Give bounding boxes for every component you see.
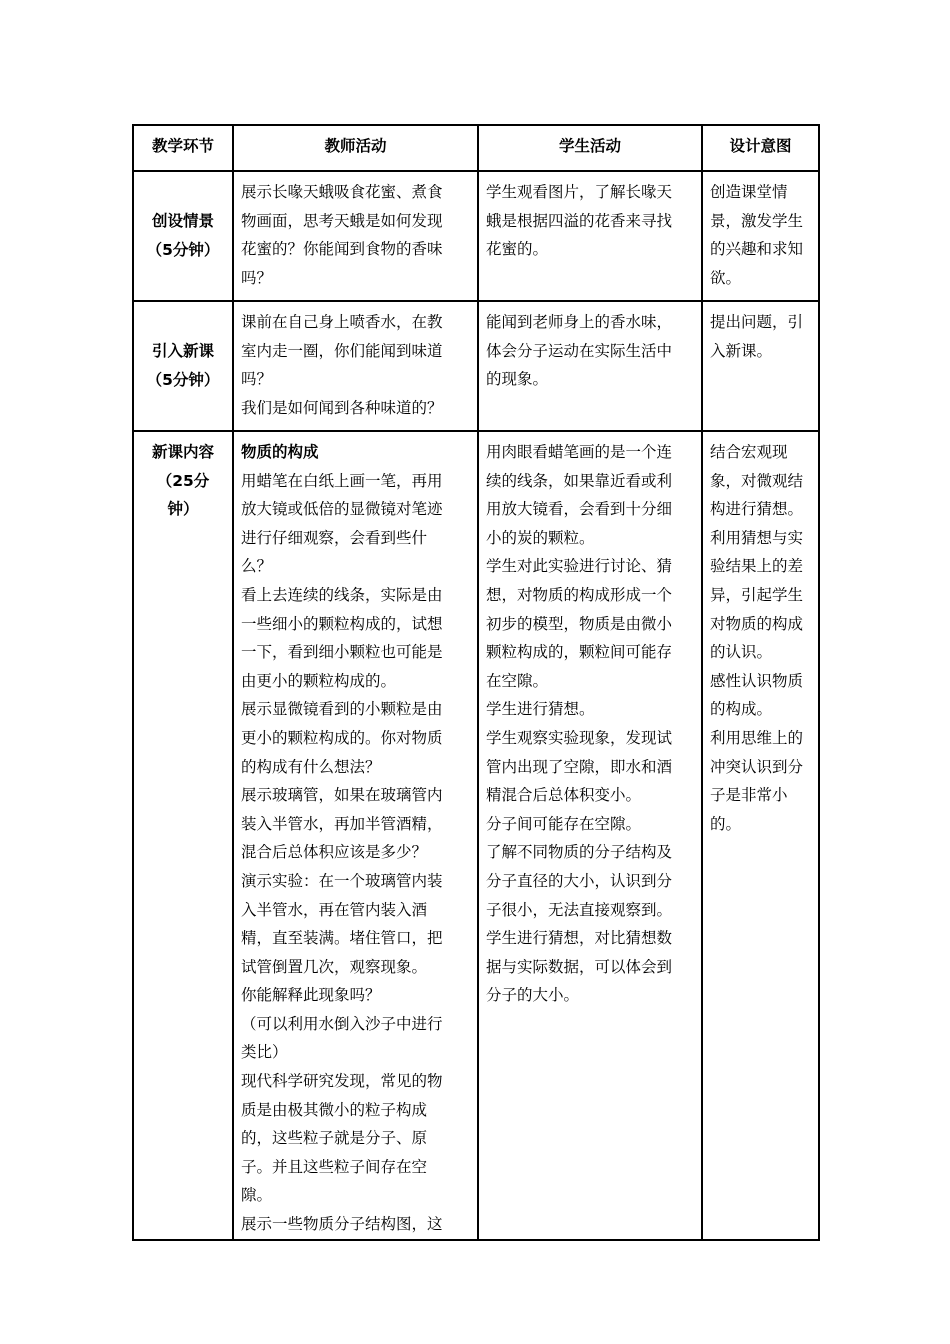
text-line: 的认识。	[710, 643, 773, 662]
text-line: 试管倒置几次，观察现象。	[241, 957, 428, 976]
text-line: 体会分子运动在实际生活中	[486, 341, 673, 360]
text-line: 分子的大小。	[486, 986, 580, 1005]
text-line: 么？	[241, 557, 273, 576]
text-line: 学生对此实验进行讨论、猜	[486, 557, 673, 576]
intent-cell	[702, 431, 819, 1240]
text-line: 学生进行猜想，对比猜想数	[486, 929, 673, 948]
stage-cell	[133, 301, 233, 431]
text-line: 室内走一圈，你们能闻到味道	[241, 341, 443, 360]
text-line: 由更小的颗粒构成的。	[241, 671, 397, 690]
text-line: 展示长喙天蛾吸食花蜜、煮食	[241, 183, 443, 201]
text-line: 展示一些物质分子结构图，这	[241, 1215, 443, 1234]
text-line: 质是由极其微小的粒子构成	[241, 1100, 428, 1119]
stage-cell	[133, 431, 233, 1240]
text-line: 管内出现了空隙，即水和酒	[486, 757, 673, 776]
table-row	[133, 171, 819, 301]
text-line: 象，对微观结	[710, 471, 804, 490]
text-line: 利用猜想与实	[710, 528, 804, 547]
text-line: 吗？	[241, 370, 273, 389]
text-line: 分子直径的大小，认识到分	[486, 871, 673, 890]
text-line: 能闻到老师身上的香水味，	[486, 313, 673, 331]
text-line: 的。	[710, 814, 742, 833]
text-line: 引入新课	[151, 342, 214, 361]
teacher-cell	[233, 171, 478, 301]
text-line: 结合宏观现	[710, 443, 788, 461]
student-cell	[478, 171, 702, 301]
text-line: 构进行猜想。	[710, 500, 804, 519]
text-line: 入半管水，再在管内装入酒	[241, 900, 428, 919]
student-cell	[478, 431, 702, 1240]
teacher-cell	[233, 301, 478, 431]
text-line: 子是非常小	[710, 786, 788, 805]
text-line: 蛾是根据四溢的花香来寻找	[486, 211, 673, 230]
header-intent: 设计意图	[702, 125, 819, 171]
section-heading: 物质的构成	[241, 443, 319, 461]
text-line: 入新课。	[710, 341, 773, 360]
text-line: 展示显微镜看到的小颗粒是由	[241, 700, 443, 719]
text-line: 初步的模型，物质是由微小	[486, 614, 673, 633]
table-row	[133, 431, 819, 1240]
text-line: 感性认识物质	[710, 671, 804, 690]
text-line: 类比）	[241, 1043, 288, 1062]
text-line: 混合后总体积应该是多少？	[241, 843, 428, 862]
text-line: 对物质的构成	[710, 614, 804, 633]
text-line: 的现象。	[486, 370, 549, 389]
text-line: 用肉眼看蜡笔画的是一个连	[486, 443, 673, 461]
teacher-cell	[233, 431, 478, 1240]
text-line: 创设情景	[151, 212, 214, 231]
text-line: 分子间可能存在空隙。	[486, 814, 642, 833]
student-cell	[478, 301, 702, 431]
text-line: 异，引起学生	[710, 585, 804, 604]
text-line: 冲突认识到分	[710, 757, 804, 776]
text-line: 你能解释此现象吗？	[241, 986, 381, 1005]
text-line: 创造课堂情	[710, 183, 788, 201]
intent-cell	[702, 301, 819, 431]
text-line: 学生观看图片，了解长喙天	[486, 183, 673, 201]
text-line: 花蜜的？你能闻到食物的香味	[241, 240, 443, 259]
header-teacher: 教师活动	[233, 125, 478, 171]
text-line: 精，直至装满。堵住管口，把	[241, 929, 443, 948]
text-line: 的兴趣和求知	[710, 240, 804, 259]
text-line: 据与实际数据，可以体会到	[486, 957, 673, 976]
header-student: 学生活动	[478, 125, 702, 171]
text-line: 用放大镜看，会看到十分细	[486, 500, 673, 519]
text-line: （5分钟）	[146, 241, 220, 259]
text-line: 景，激发学生	[710, 211, 804, 230]
text-line: 一下，看到细小颗粒也可能是	[241, 643, 443, 662]
text-line: 现代科学研究发现，常见的物	[241, 1072, 443, 1091]
text-line: 精混合后总体积变小。	[486, 786, 642, 805]
text-line: 的构成有什么想法？	[241, 757, 381, 776]
text-line: （可以利用水倒入沙子中进行	[241, 1014, 443, 1033]
stage-cell	[133, 171, 233, 301]
teacher-text	[241, 467, 470, 1239]
header-stage: 教学环节	[133, 125, 233, 171]
text-line: 学生观察实验现象，发现试	[486, 728, 673, 747]
text-line: 子很小，无法直接观察到。	[486, 900, 673, 919]
text-line: 提出问题，引	[710, 313, 804, 331]
text-line: 学生进行猜想。	[486, 700, 595, 719]
text-line: 演示实验：在一个玻璃管内装	[241, 871, 443, 890]
text-line: 了解不同物质的分子结构及	[486, 843, 673, 862]
text-line: 在空隙。	[486, 671, 549, 690]
text-line: 我们是如何闻到各种味道的？	[241, 398, 443, 417]
text-line: 利用思维上的	[710, 728, 804, 747]
text-line: 一些细小的颗粒构成的，试想	[241, 614, 443, 633]
text-line: 放大镜或低倍的显微镜对笔迹	[241, 500, 443, 519]
text-line: 进行仔细观察，会看到些什	[241, 528, 428, 547]
intent-cell	[702, 171, 819, 301]
header-row	[133, 125, 819, 171]
text-line: 想，对物质的构成形成一个	[486, 585, 673, 604]
text-line: 验结果上的差	[710, 557, 804, 576]
text-line: 新课内容	[151, 443, 214, 461]
text-line: 隙。	[241, 1186, 273, 1205]
text-line: 展示玻璃管，如果在玻璃管内	[241, 786, 443, 805]
text-line: 物画面，思考天蛾是如何发现	[241, 211, 443, 230]
text-line: 小的炭的颗粒。	[486, 528, 595, 547]
text-line: （25分	[156, 471, 210, 490]
text-line: 用蜡笔在白纸上画一笔，再用	[241, 471, 443, 490]
text-line: 装入半管水，再加半管酒精，	[241, 814, 443, 833]
text-line: 钟）	[167, 500, 199, 519]
text-line: 续的线条，如果靠近看或利	[486, 471, 673, 490]
text-line: 花蜜的。	[486, 240, 549, 259]
text-line: 子。并且这些粒子间存在空	[241, 1157, 428, 1176]
text-line: 的，这些粒子就是分子、原	[241, 1129, 428, 1148]
text-line: 颗粒构成的，颗粒间可能存	[486, 643, 673, 662]
text-line: 课前在自己身上喷香水，在教	[241, 313, 443, 331]
text-line: 吗？	[241, 268, 273, 287]
table-row	[133, 301, 819, 431]
text-line: （5分钟）	[146, 371, 220, 389]
text-line: 更小的颗粒构成的。你对物质	[241, 728, 443, 747]
text-line: 的构成。	[710, 700, 773, 719]
text-line: 看上去连续的线条，实际是由	[241, 585, 443, 604]
text-line: 欲。	[710, 268, 742, 287]
lesson-plan-table	[132, 124, 820, 1241]
